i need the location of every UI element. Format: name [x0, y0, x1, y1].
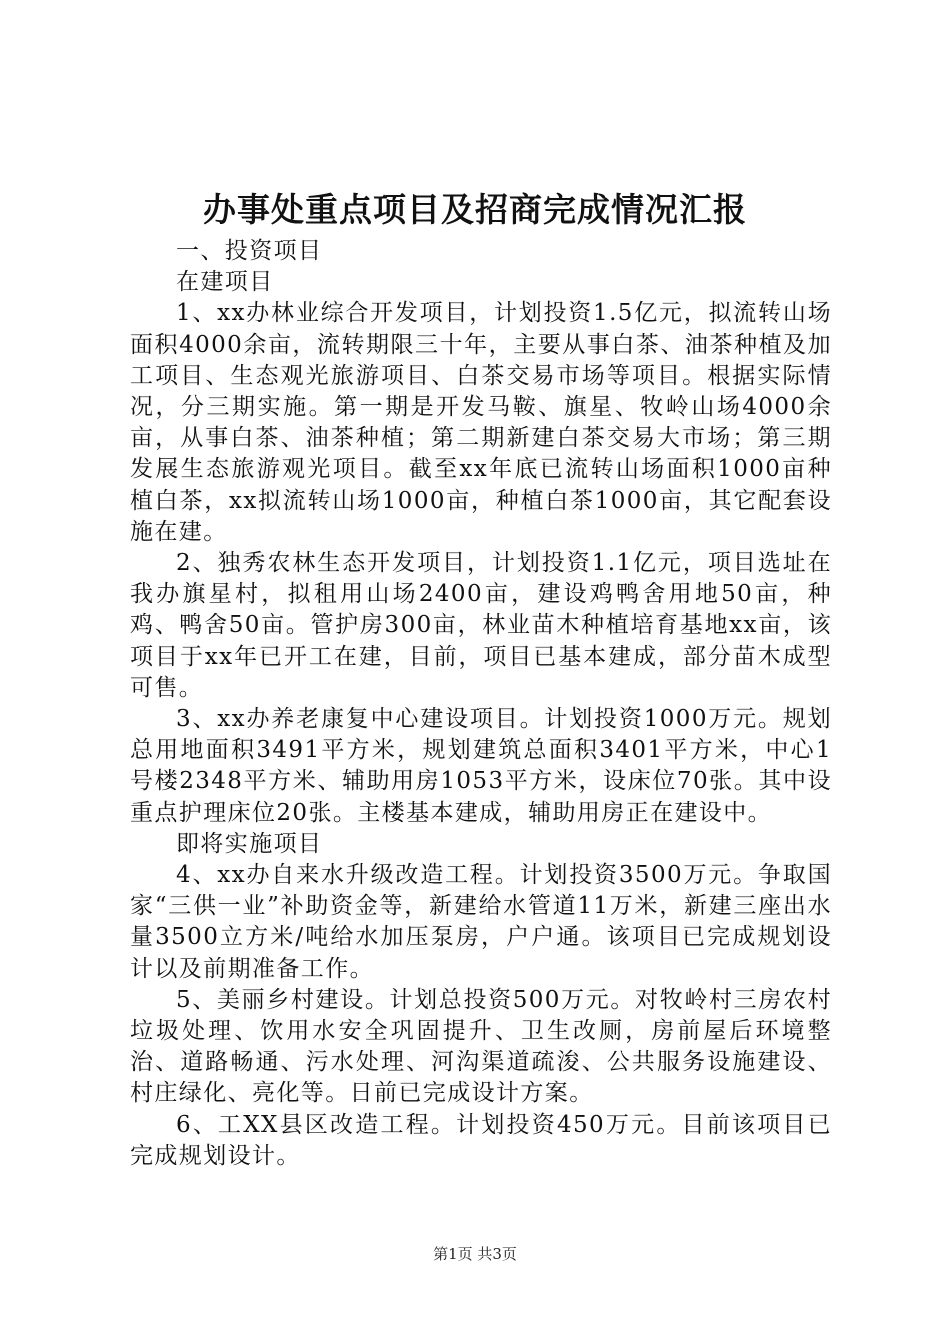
section-heading-investment: 一、投资项目: [176, 238, 323, 264]
paragraph-project-4: 4、xx办自来水升级改造工程。计划投资3500万元。争取国家“三供一业”补助资金等，新建给水管道11万米，新建三座出水量3500立方米/吨给水加压泵房，户户通。该项目已完成规划设计以及前期准备工作。: [130, 862, 832, 982]
subheading-upcoming: 即将实施项目: [176, 830, 323, 857]
paragraph-project-2: 2、独秀农林生态开发项目，计划投资1.1亿元，项目选址在我办旗星村，拟租用山场2400亩，建设鸡鸭舍用地50亩，种鸡、鸭舍50亩。管护房300亩，林业苗木种植培育基地xx亩，该项目于xx年已开工在建，目前，项目已基本建成，部分苗木成型可售。: [130, 550, 832, 701]
paragraph-project-5: 5、美丽乡村建设。计划总投资500万元。对牧岭村三房农村垃圾处理、饮用水安全巩固提升、卫生改厕，房前屋后环境整治、道路畅通、污水处理、河沟渠道疏浚、公共服务设施建设、村庄绿化、亮化等。日前已完成设计方案。: [130, 986, 832, 1107]
document-title: 办事处重点项目及招商完成情况汇报: [203, 190, 747, 229]
page-footer: 第1页 共3页: [433, 1245, 517, 1263]
paragraph-project-1: 1、xx办林业综合开发项目，计划投资1.5亿元，拟流转山场面积4000余亩，流转期限三十年，主要从事白茶、油茶种植及加工项目、生态观光旅游项目、白茶交易市场等项目。根据实际情况，分三期实施。第一期是开发马鞍、旗星、牧岭山场4000余亩，从事白茶、油茶种植；第二期新建白茶交易大市场；第三期发展生态旅游观光项目。截至xx年底已流转山场面积1000亩种植白茶，xx拟流转山场1000亩，种植白茶1000亩，其它配套设施在建。: [130, 300, 832, 545]
paragraph-project-3: 3、xx办养老康复中心建设项目。计划投资1000万元。规划总用地面积3491平方米，规划建筑总面积3401平方米，中心1号楼2348平方米、辅助用房1053平方米，设床位70张。其中设重点护理床位20张。主楼基本建成，辅助用房正在建设中。: [130, 706, 832, 826]
subheading-under-construction: 在建项目: [176, 269, 274, 296]
document-body: [130, 236, 832, 1172]
paragraph-project-6: 6、工XX县区改造工程。计划投资450万元。目前该项目已完成规划设计。: [130, 1111, 832, 1169]
